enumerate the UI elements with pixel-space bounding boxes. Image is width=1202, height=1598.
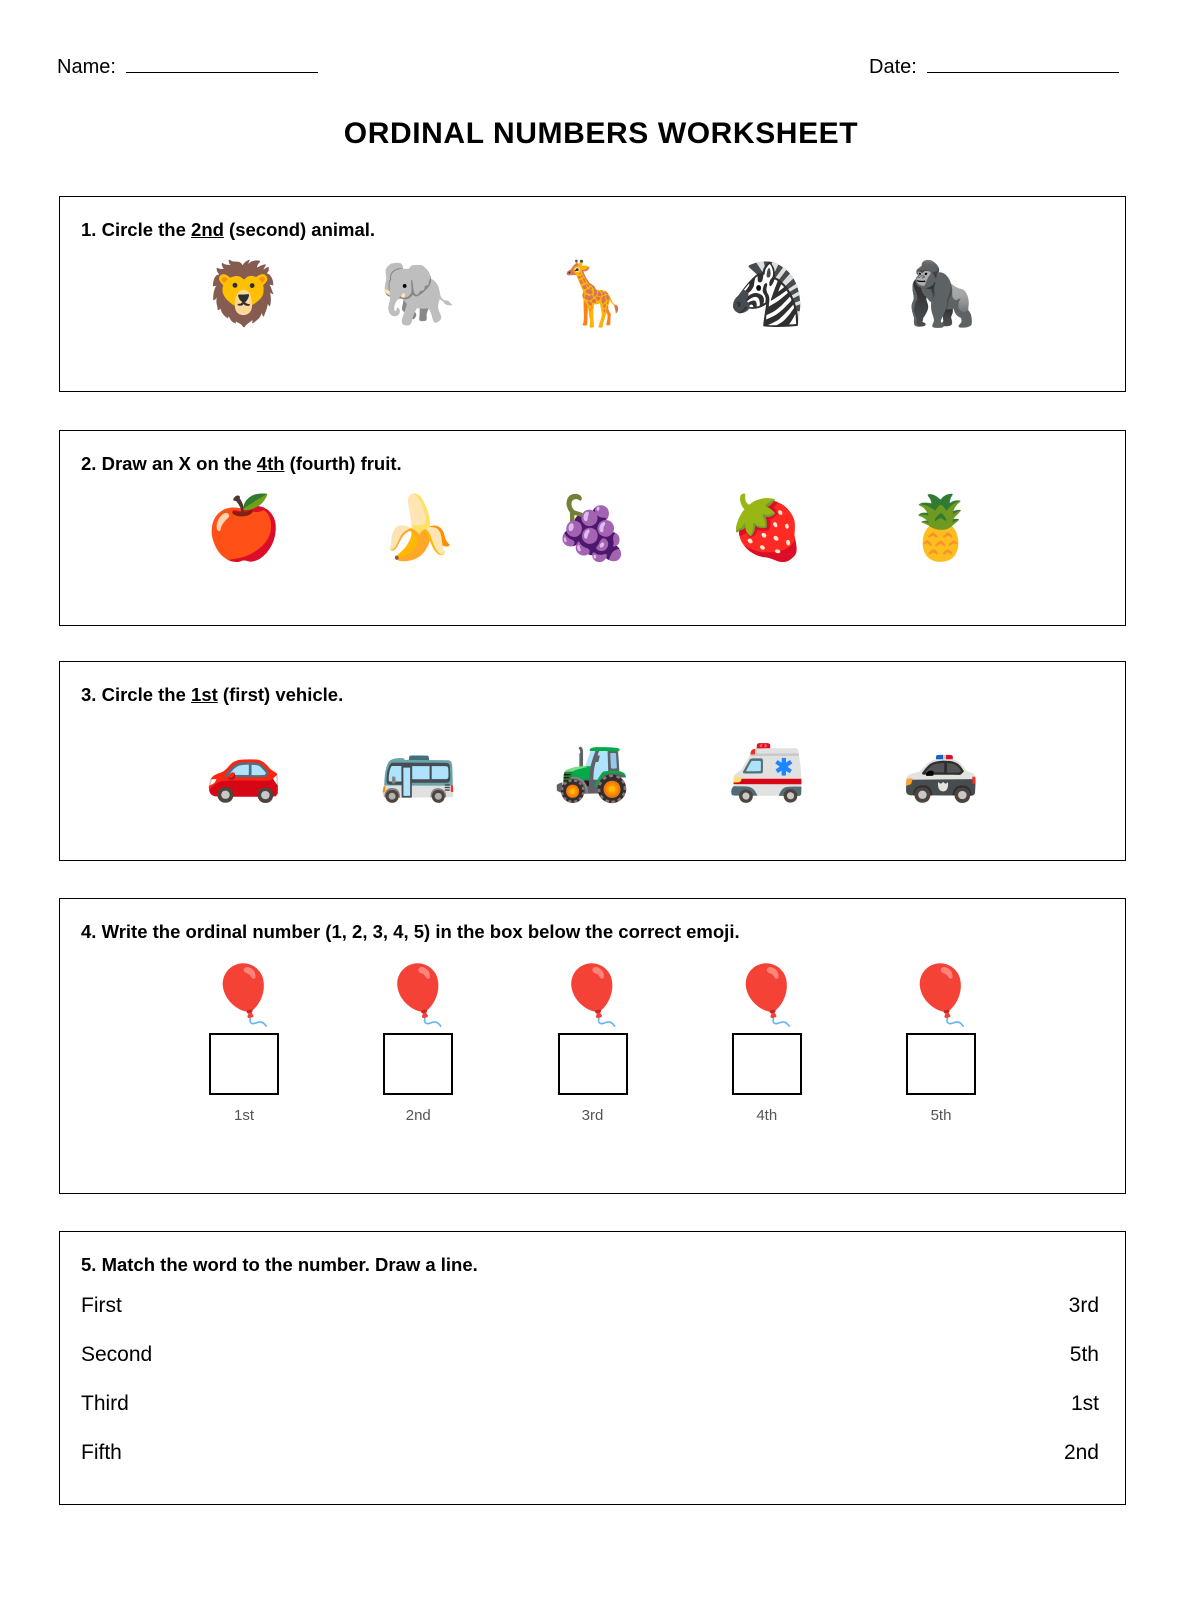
question-1-ordinal: 2nd — [191, 219, 224, 240]
match-number-4[interactable]: 2nd — [1063, 1441, 1099, 1465]
question-1-text-after: (second) animal. — [223, 219, 376, 240]
match-word-2[interactable]: Second — [81, 1343, 153, 1367]
match-number-3[interactable]: 1st — [1070, 1392, 1099, 1416]
question-2-prompt — [60, 431, 1125, 475]
question-3-text-after: (first) vehicle. — [217, 684, 344, 705]
question-3-ordinal: 1st — [191, 684, 218, 705]
question-5-box — [59, 1231, 1126, 1505]
car-icon[interactable]: 🚗 — [205, 732, 283, 806]
ambulance-icon[interactable]: 🚑 — [728, 732, 806, 806]
match-row — [81, 1294, 1099, 1318]
giraffe-icon[interactable]: 🦒 — [553, 257, 632, 331]
question-3-text-before: Circle the — [101, 684, 192, 705]
question-3-box — [59, 661, 1126, 861]
date-label: Date: — [869, 56, 917, 78]
grapes-icon[interactable]: 🍇 — [553, 491, 632, 565]
apple-icon[interactable]: 🍎 — [205, 491, 283, 565]
question-2-box — [59, 430, 1126, 626]
answer-box-1[interactable] — [209, 1033, 279, 1095]
question-4-box — [59, 898, 1126, 1194]
lion-icon[interactable]: 🦁 — [205, 257, 283, 331]
question-3-emoji-row — [60, 732, 1125, 806]
date-field-group — [869, 55, 1119, 79]
balloon-icon: 🎈 — [382, 960, 455, 1029]
question-2-emoji-row — [60, 491, 1125, 565]
answer-box-3[interactable] — [558, 1033, 628, 1095]
ordinal-caption-4: 4th — [756, 1107, 778, 1125]
question-4-item-3 — [518, 959, 668, 1124]
question-3-number: 3. — [81, 684, 97, 705]
name-label: Name: — [57, 56, 116, 78]
match-word-4[interactable]: Fifth — [81, 1441, 122, 1465]
answer-box-4[interactable] — [732, 1033, 802, 1095]
question-2-text-after: (fourth) fruit. — [284, 453, 402, 474]
question-4-item-5 — [866, 959, 1016, 1124]
question-4-item-2 — [343, 959, 493, 1124]
strawberry-icon[interactable]: 🍓 — [728, 491, 806, 565]
banana-icon[interactable]: 🍌 — [379, 491, 457, 565]
question-2-ordinal: 4th — [256, 453, 285, 474]
match-word-3[interactable]: Third — [81, 1392, 129, 1416]
gorilla-icon[interactable]: 🦍 — [902, 257, 980, 331]
match-word-1[interactable]: First — [81, 1294, 122, 1318]
question-3-prompt — [60, 662, 1125, 706]
question-4-prompt: 4. Write the ordinal number (1, 2, 3, 4, 5) in the box below the correct emoji. — [81, 921, 740, 942]
elephant-icon[interactable]: 🐘 — [379, 257, 457, 331]
match-row — [81, 1343, 1099, 1367]
bus-icon[interactable]: 🚌 — [379, 732, 457, 806]
name-field-group — [57, 55, 318, 79]
match-row — [81, 1441, 1099, 1465]
match-list — [60, 1294, 1125, 1465]
match-number-2[interactable]: 5th — [1069, 1343, 1099, 1367]
ordinal-caption-5: 5th — [930, 1107, 952, 1125]
date-input-line[interactable] — [927, 55, 1119, 73]
ordinal-caption-1: 1st — [233, 1107, 254, 1125]
question-2-text-before: Draw an X on the — [101, 453, 257, 474]
balloon-icon: 🎈 — [556, 960, 629, 1029]
pineapple-icon[interactable]: 🍍 — [902, 491, 980, 565]
match-row — [81, 1392, 1099, 1416]
ordinal-caption-3: 3rd — [581, 1107, 604, 1125]
question-1-box — [59, 196, 1126, 392]
question-1-number: 1. — [81, 219, 97, 240]
tractor-icon[interactable]: 🚜 — [553, 732, 632, 806]
question-1-emoji-row — [60, 257, 1125, 331]
match-number-1[interactable]: 3rd — [1068, 1294, 1099, 1318]
question-2-number: 2. — [81, 453, 97, 474]
question-4-item-4 — [692, 959, 842, 1124]
zebra-icon[interactable]: 🦓 — [728, 257, 806, 331]
ordinal-caption-2: 2nd — [405, 1107, 431, 1125]
balloon-icon: 🎈 — [904, 960, 978, 1029]
question-1-text-before: Circle the — [101, 219, 192, 240]
question-5-prompt: 5. Match the word to the number. Draw a line. — [81, 1254, 478, 1275]
question-4-balloon-row — [60, 959, 1125, 1124]
balloon-icon: 🎈 — [730, 960, 803, 1029]
name-input-line[interactable] — [126, 55, 318, 73]
question-1-prompt — [60, 197, 1125, 241]
answer-box-5[interactable] — [906, 1033, 976, 1095]
header — [0, 55, 1202, 89]
answer-box-2[interactable] — [383, 1033, 453, 1095]
page-title: ORDINAL NUMBERS WORKSHEET — [343, 117, 859, 150]
balloon-icon: 🎈 — [207, 960, 281, 1029]
question-4-item-1 — [169, 959, 319, 1124]
police-car-icon[interactable]: 🚓 — [902, 732, 980, 806]
